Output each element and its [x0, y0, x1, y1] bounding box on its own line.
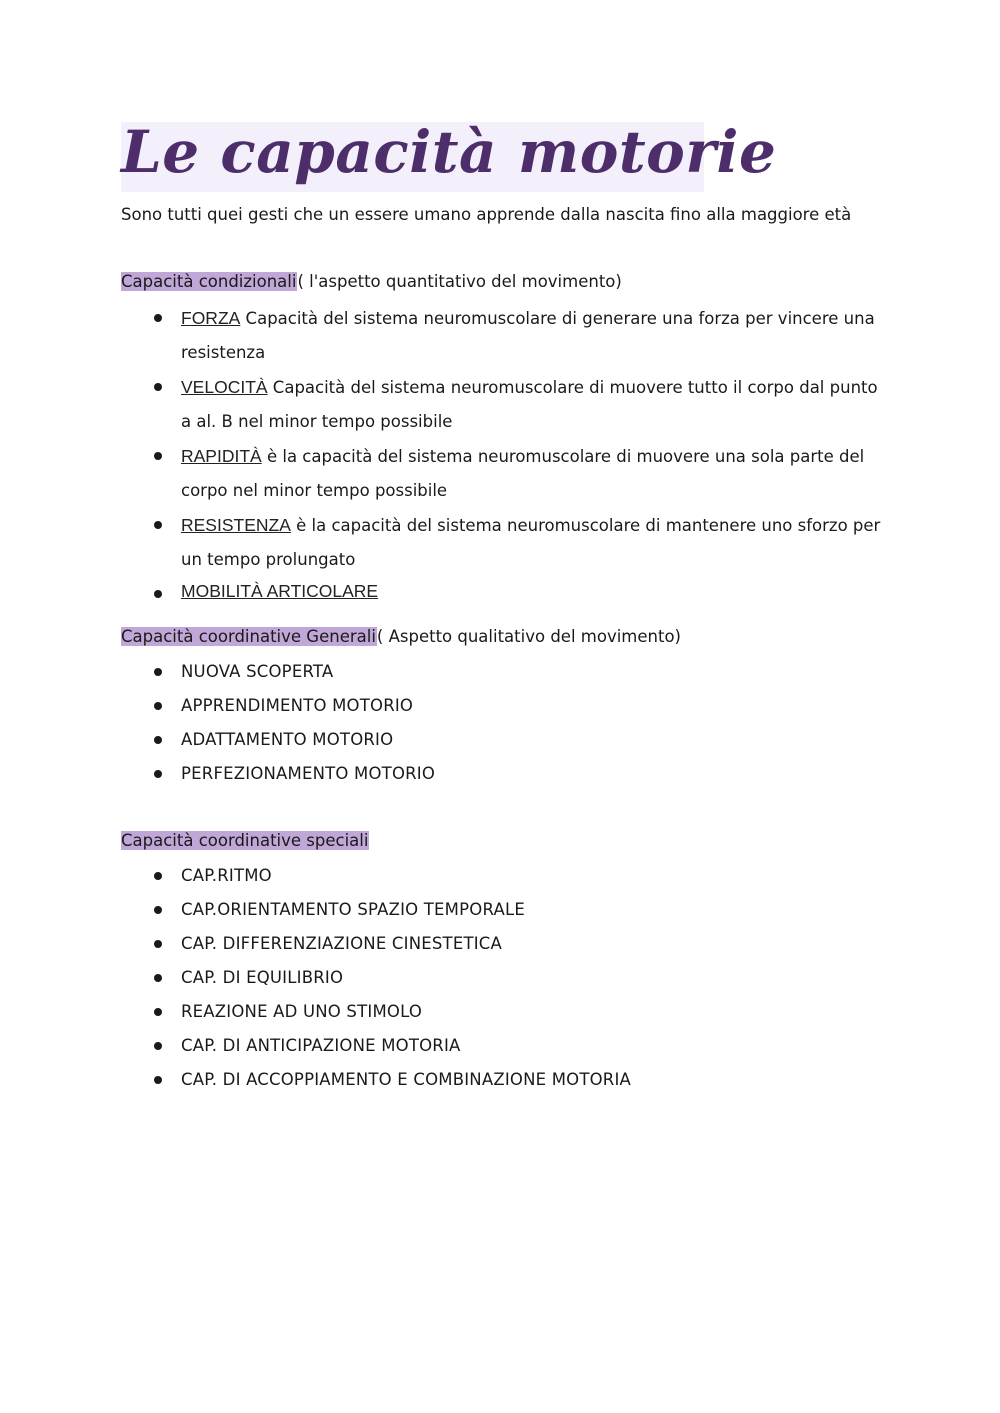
list-item: CAP. DI ANTICIPAZIONE MOTORIA: [121, 1029, 881, 1063]
term-description: Capacità del sistema neuromuscolare di muovere tutto il corpo dal punto a al. B nel minor tempo possibile: [181, 378, 878, 431]
section-heading-label: Capacità coordinative speciali: [121, 831, 369, 850]
condizionali-list: [121, 301, 881, 606]
term-forza: FORZA: [181, 308, 241, 328]
term-description: è la capacità del sistema neuromuscolare di muovere una sola parte del corpo nel minor tempo possibile: [181, 447, 865, 500]
section-heading-subtitle: ( l'aspetto quantitativo del movimento): [297, 272, 622, 291]
section-heading-condizionali: [121, 268, 622, 296]
list-item: CAP.ORIENTAMENTO SPAZIO TEMPORALE: [121, 893, 881, 927]
term-description: è la capacità del sistema neuromuscolare di mantenere uno sforzo per un tempo prolungato: [181, 516, 881, 569]
section-heading-label: Capacità coordinative Generali: [121, 627, 376, 646]
page-title: Le capacità motorie: [121, 118, 777, 186]
list-item: [121, 301, 881, 370]
term-resistenza: RESISTENZA: [181, 515, 291, 535]
term-mobilita-articolare: MOBILITÀ ARTICOLARE: [181, 581, 379, 601]
section-heading-coordinative-generali: [121, 623, 681, 651]
list-item: ADATTAMENTO MOTORIO: [121, 723, 881, 757]
list-item: NUOVA SCOPERTA: [121, 655, 881, 689]
list-item: PERFEZIONAMENTO MOTORIO: [121, 757, 881, 791]
list-item: CAP. DIFFERENZIAZIONE CINESTETICA: [121, 927, 881, 961]
coordinative-generali-list: [121, 655, 881, 791]
term-velocita: VELOCITÀ: [181, 377, 268, 397]
coordinative-speciali-list: [121, 859, 881, 1097]
intro-text: Sono tutti quei gesti che un essere umano apprende dalla nascita fino alla maggiore età: [121, 205, 852, 224]
term-description: Capacità del sistema neuromuscolare di generare una forza per vincere una resistenza: [181, 309, 875, 362]
section-heading-subtitle: ( Aspetto qualitativo del movimento): [376, 627, 681, 646]
list-item: [121, 439, 881, 508]
section-heading-label: Capacità condizionali: [121, 272, 297, 291]
list-item: REAZIONE AD UNO STIMOLO: [121, 995, 881, 1029]
list-item: CAP.RITMO: [121, 859, 881, 893]
list-item: CAP. DI ACCOPPIAMENTO E COMBINAZIONE MOTORIA: [121, 1063, 881, 1097]
list-item: [121, 370, 881, 439]
section-heading-coordinative-speciali: [121, 827, 369, 855]
list-item: APPRENDIMENTO MOTORIO: [121, 689, 881, 723]
term-rapidita: RAPIDITÀ: [181, 446, 262, 466]
list-item: [121, 577, 881, 606]
list-item: CAP. DI EQUILIBRIO: [121, 961, 881, 995]
list-item: [121, 508, 881, 577]
